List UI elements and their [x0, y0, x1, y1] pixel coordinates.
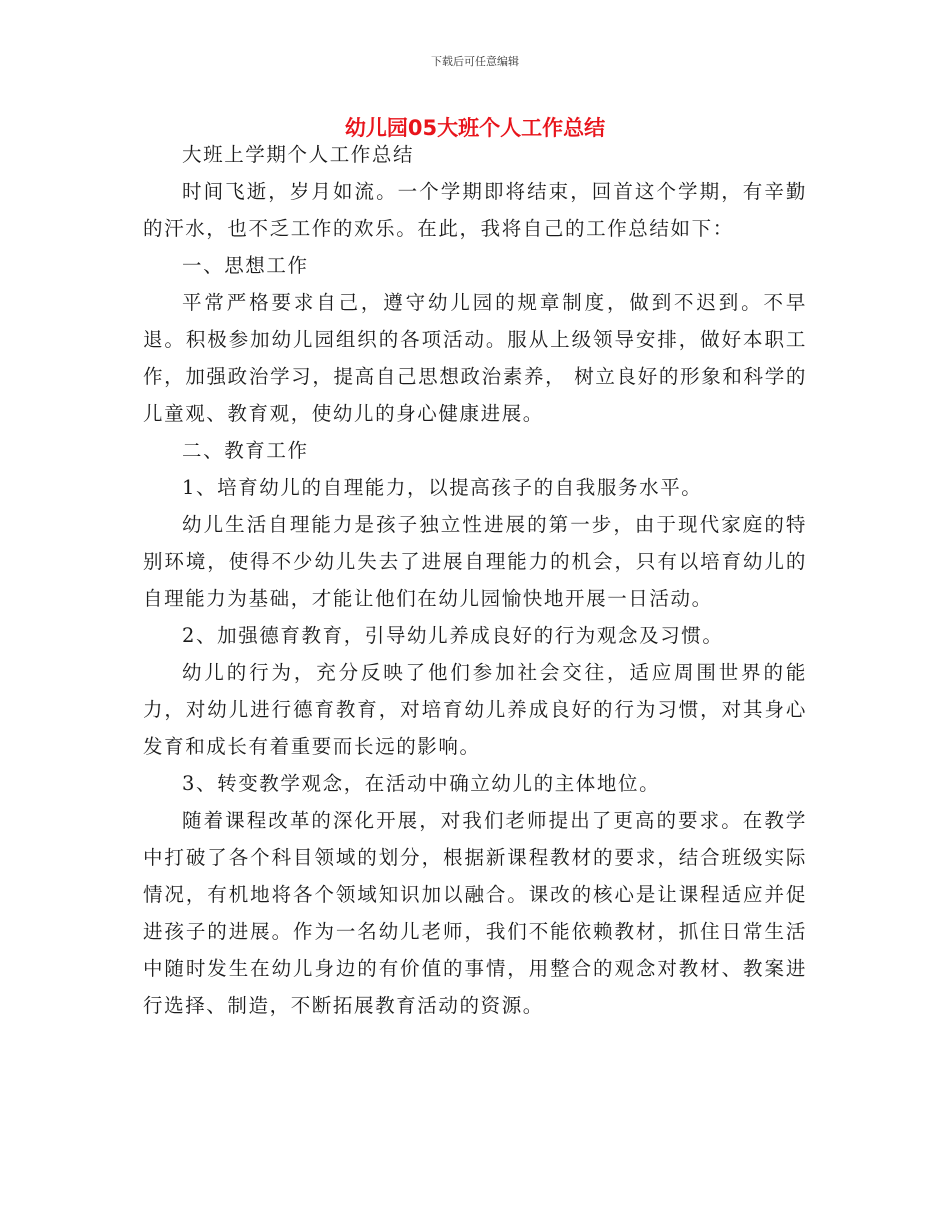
header-note: 下载后可任意编辑: [431, 55, 519, 68]
document-body: [143, 136, 807, 1024]
section-heading-ideology: 一、思想工作: [182, 254, 309, 277]
ideology-paragraph: 平常严格要求自己，遵守幼儿园的规章制度，做到不迟到。不早退。积极参加幼儿园组织的各项活动。服从上级领导安排，做好本职工作，加强政治学习，提高自己思想政治素养， 树立良好的形象和科学的儿童观、教育观，使幼儿的身心健康进展。: [143, 291, 807, 425]
item-paragraph-2: 幼儿的行为，充分反映了他们参加社会交往，适应周围世界的能力，对幼儿进行德育教育，对培育幼儿养成良好的行为习惯，对其身心发育和成长有着重要而长远的影响。: [143, 661, 807, 758]
document-title: 幼儿园05大班个人工作总结: [344, 116, 606, 140]
intro-paragraph: 时间飞逝，岁月如流。一个学期即将结束，回首这个学期，有辛勤的汗水，也不乏工作的欢乐。在此，我将自己的工作总结如下：: [143, 180, 807, 240]
subtitle-paragraph: 大班上学期个人工作总结: [182, 143, 415, 166]
item-heading-2: 2、加强德育教育，引导幼儿养成良好的行为观念及习惯。: [182, 624, 724, 647]
section-heading-education: 二、教育工作: [182, 439, 309, 462]
item-paragraph-3: 随着课程改革的深化开展，对我们老师提出了更高的要求。在教学中打破了各个科目领域的划分，根据新课程教材的要求，结合班级实际情况，有机地将各个领域知识加以融合。课改的核心是让课程适应并促进孩子的进展。作为一名幼儿老师，我们不能依赖教材，抓住日常生活中随时发生在幼儿身边的有价值的事情，用整合的观念对教材、教案进行选择、制造，不断拓展教育活动的资源。: [143, 809, 807, 1017]
item-heading-3: 3、转变教学观念，在活动中确立幼儿的主体地位。: [182, 772, 661, 795]
item-paragraph-1: 幼儿生活自理能力是孩子独立性进展的第一步，由于现代家庭的特别环境，使得不少幼儿失去了进展自理能力的机会，只有以培育幼儿的自理能力为基础，才能让他们在幼儿园愉快地开展一日活动。: [143, 513, 807, 610]
item-heading-1: 1、培育幼儿的自理能力，以提高孩子的自我服务水平。: [182, 476, 703, 499]
